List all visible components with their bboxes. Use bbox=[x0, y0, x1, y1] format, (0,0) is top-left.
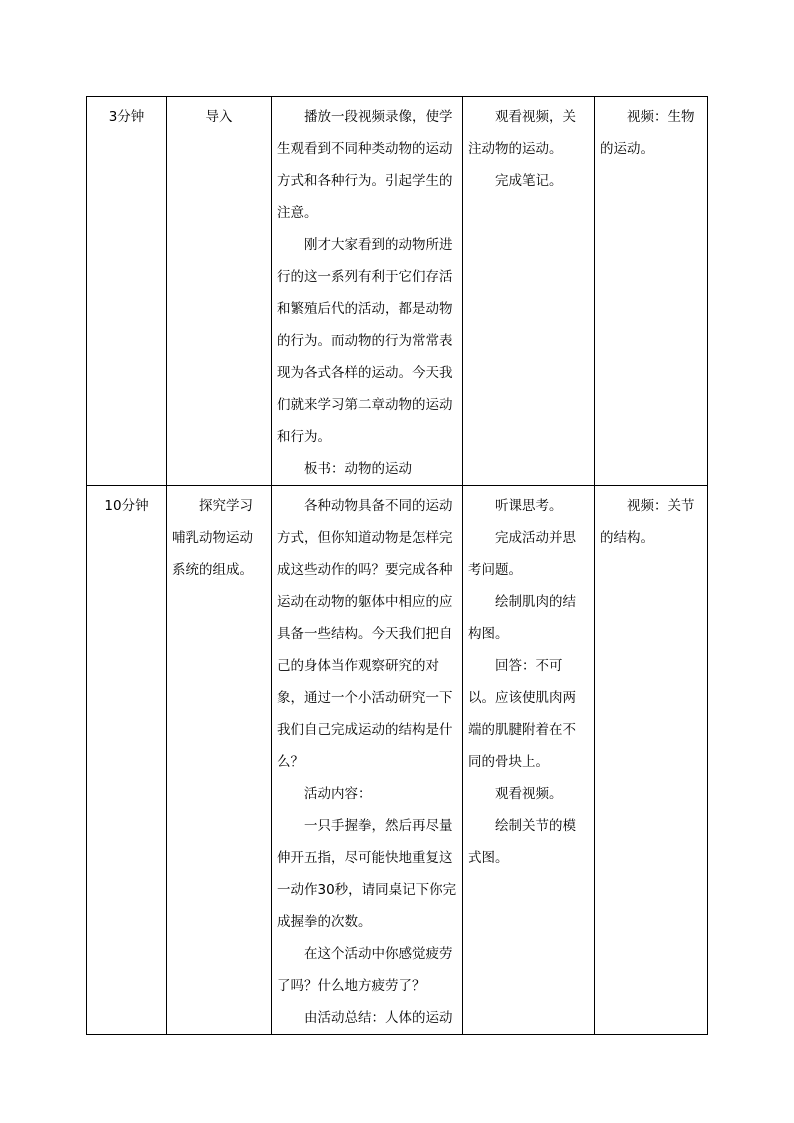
teacher-paragraph: 刚才大家看到的动物所进行的这一系列有利于它们存活和繁殖后代的活动，都是动物的行为。而动物的行为常常表现为各式各样的运动。今天我们就来学习第二章动物的运动和行为。 bbox=[277, 237, 453, 445]
resources-cell bbox=[595, 97, 708, 486]
table-row-intro bbox=[87, 97, 708, 486]
student-paragraph: 完成活动并思考问题。 bbox=[468, 530, 576, 578]
stage-text: 探究学习哺乳动物运动系统的组成。 bbox=[172, 498, 253, 578]
student-paragraph: 完成笔记。 bbox=[495, 173, 563, 189]
teacher-paragraph: 各种动物具备不同的运动方式，但你知道动物是怎样完成这些动作的吗？要完成各种运动在动物的躯体中相应的应具备一些结构。今天我们把自己的身体当作观察研究的对象，通过一个小活动研究一下我们自己完成运动的结构是什么？ bbox=[277, 498, 453, 770]
resources-cell bbox=[595, 486, 708, 1035]
stage-text: 导入 bbox=[205, 109, 233, 125]
student-paragraph: 听课思考。 bbox=[495, 498, 563, 514]
time-cell: 10分钟 bbox=[87, 486, 167, 1035]
student-paragraph: 观看视频。 bbox=[495, 786, 563, 802]
resource-paragraph: 视频：生物的运动。 bbox=[600, 109, 695, 157]
teacher-paragraph: 在这个活动中你感觉疲劳了吗？什么地方疲劳了？ bbox=[277, 946, 453, 994]
student-paragraph: 绘制肌肉的结构图。 bbox=[468, 594, 576, 642]
stage-cell bbox=[167, 97, 272, 486]
teacher-activity-cell bbox=[272, 97, 463, 486]
teacher-paragraph: 一只手握拳，然后再尽量伸开五指，尽可能快地重复这一动作30秒，请同桌记下你完成握拳的次数。 bbox=[277, 818, 457, 930]
teacher-paragraph: 播放一段视频录像，使学生观看到不同种类动物的运动方式和各种行为。引起学生的注意。 bbox=[277, 109, 453, 221]
teacher-paragraph: 板书：动物的运动 bbox=[304, 461, 412, 477]
teacher-paragraph: 活动内容： bbox=[304, 786, 372, 802]
table-row-inquiry bbox=[87, 486, 708, 1035]
student-paragraph: 观看视频，关注动物的运动。 bbox=[468, 109, 576, 157]
student-paragraph: 绘制关节的模式图。 bbox=[468, 818, 576, 866]
teacher-paragraph: 由活动总结：人体的运动 bbox=[304, 1010, 453, 1026]
lesson-plan-table bbox=[86, 96, 708, 1035]
student-paragraph: 回答：不可以。应该使肌肉两端的肌腱附着在不同的骨块上。 bbox=[468, 658, 576, 770]
teacher-activity-cell bbox=[272, 486, 463, 1035]
student-activity-cell bbox=[463, 486, 595, 1035]
stage-cell bbox=[167, 486, 272, 1035]
student-activity-cell bbox=[463, 97, 595, 486]
resource-paragraph: 视频：关节的结构。 bbox=[600, 498, 695, 546]
time-cell: 3分钟 bbox=[87, 97, 167, 486]
